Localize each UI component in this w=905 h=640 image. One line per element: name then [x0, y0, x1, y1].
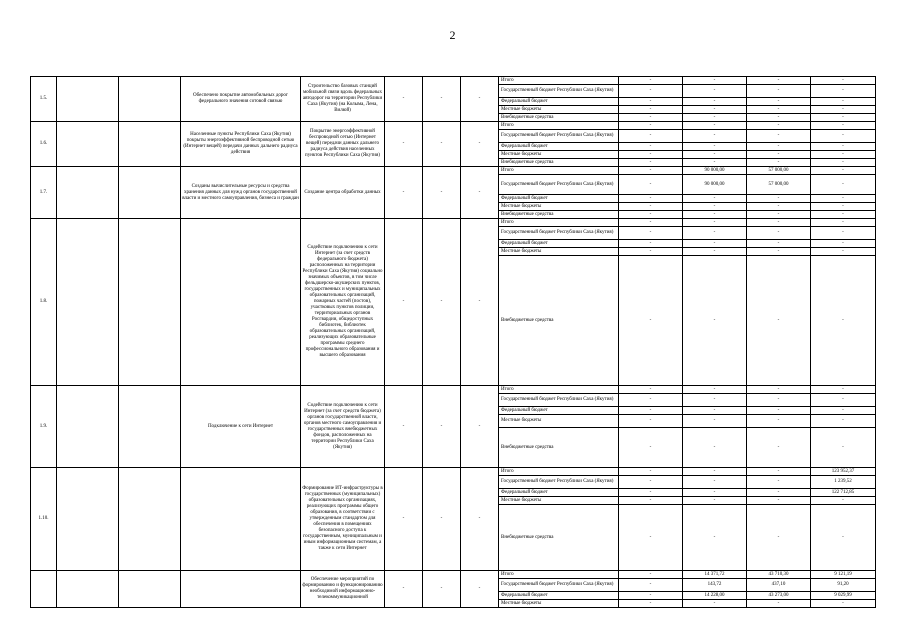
funding-value: -: [683, 195, 747, 203]
funding-value: -: [619, 211, 683, 219]
row-number: 1.10.: [31, 468, 57, 571]
task-text: Подключение к сети Интернет: [181, 386, 301, 468]
funding-value: -: [747, 415, 811, 428]
funding-value: -: [619, 505, 683, 571]
funding-value: -: [683, 476, 747, 489]
funding-value: -: [619, 98, 683, 106]
funding-value: -: [683, 489, 747, 497]
empty-cell: [57, 167, 119, 219]
funding-source: Государственный бюджет Республики Саха (Якутия): [499, 175, 619, 195]
funding-value: -: [619, 151, 683, 159]
table-row: [31, 219, 876, 227]
funding-source: Внебюджетные средства: [499, 256, 619, 386]
value-cell: -: [423, 468, 461, 571]
funding-value: -: [811, 240, 876, 248]
funding-source: Государственный бюджет Республики Саха (Якутия): [499, 85, 619, 98]
value-cell: -: [461, 219, 499, 386]
funding-source: Внебюджетные средства: [499, 428, 619, 468]
funding-value: 43 710,30: [747, 571, 811, 579]
funding-value: -: [747, 256, 811, 386]
value-cell: -: [461, 77, 499, 122]
empty-cell: [57, 77, 119, 122]
funding-value: -: [619, 256, 683, 386]
funding-source: Итого: [499, 571, 619, 579]
funding-value: -: [619, 130, 683, 143]
funding-value: -: [811, 256, 876, 386]
funding-value: -: [811, 394, 876, 407]
funding-value: -: [747, 130, 811, 143]
funding-source: Местные бюджеты: [499, 497, 619, 505]
funding-value: -: [811, 98, 876, 106]
funding-value: -: [811, 122, 876, 130]
row-number: 1.8.: [31, 219, 57, 386]
funding-value: -: [619, 489, 683, 497]
funding-source: Внебюджетные средства: [499, 159, 619, 167]
funding-source: Федеральный бюджет: [499, 98, 619, 106]
funding-value: -: [619, 203, 683, 211]
funding-value: -: [619, 248, 683, 256]
activity-text: Строительство базовых станций мобильной связи вдоль федеральных автодорог на территории Республики Саха (Якутия) (на Колыма, Лена, Вилюй): [301, 77, 385, 122]
funding-value: 91,20: [811, 579, 876, 592]
table-row: [31, 386, 876, 394]
funding-value: -: [683, 106, 747, 114]
funding-value: -: [683, 248, 747, 256]
task-text: [181, 571, 301, 608]
activity-text: Создание центра обработки данных: [301, 167, 385, 219]
funding-source: Федеральный бюджет: [499, 407, 619, 415]
funding-value: -: [683, 98, 747, 106]
funding-value: -: [683, 600, 747, 608]
funding-value: -: [811, 130, 876, 143]
activity-text: Содействие подключению к сети Интернет (за счет средств федерального бюджета) расположенных на территории Республики Саха (Якутия) социально значимых объектов, в том числе фельдшерско-акушерских пунктов, государственных и муниципальных образовательных организаций, пожарных частей (постов), участковых пунктов полиции, территориальных органов Росгвардии, общедоступных библиотек, библиотек образовательных организаций, реализующих образовательные программы среднего профессионального образования и высшего образования: [301, 219, 385, 386]
value-cell: -: [461, 571, 499, 608]
funding-value: -: [747, 386, 811, 394]
funding-value: -: [747, 159, 811, 167]
funding-value: -: [811, 106, 876, 114]
funding-value: -: [619, 386, 683, 394]
funding-source: Итого: [499, 167, 619, 175]
funding-value: 14 371,72: [683, 571, 747, 579]
empty-cell: [57, 386, 119, 468]
table-row: [31, 122, 876, 130]
funding-value: -: [683, 85, 747, 98]
funding-value: -: [619, 85, 683, 98]
funding-source: Государственный бюджет Республики Саха (Якутия): [499, 227, 619, 240]
funding-value: -: [619, 106, 683, 114]
funding-value: -: [747, 248, 811, 256]
funding-value: -: [747, 106, 811, 114]
funding-value: -: [683, 77, 747, 85]
empty-cell: [57, 122, 119, 167]
funding-value: -: [747, 211, 811, 219]
funding-value: -: [619, 175, 683, 195]
funding-value: -: [811, 248, 876, 256]
funding-value: -: [747, 151, 811, 159]
funding-value: -: [683, 130, 747, 143]
empty-cell: [119, 219, 181, 386]
funding-value: -: [747, 219, 811, 227]
funding-value: -: [747, 114, 811, 122]
funding-source: Итого: [499, 386, 619, 394]
empty-cell: [119, 468, 181, 571]
funding-value: -: [747, 505, 811, 571]
value-cell: -: [461, 468, 499, 571]
funding-value: -: [619, 240, 683, 248]
funding-value: 123 952,37: [811, 468, 876, 476]
funding-source: Федеральный бюджет: [499, 489, 619, 497]
funding-value: -: [619, 407, 683, 415]
funding-source: Итого: [499, 219, 619, 227]
empty-cell: [57, 571, 119, 608]
funding-source: Федеральный бюджет: [499, 592, 619, 600]
table-row: [31, 571, 876, 579]
funding-value: -: [747, 476, 811, 489]
funding-value: 43 273,00: [747, 592, 811, 600]
funding-value: -: [619, 114, 683, 122]
funding-value: -: [683, 151, 747, 159]
value-cell: -: [461, 122, 499, 167]
funding-source: Местные бюджеты: [499, 203, 619, 211]
funding-value: -: [619, 428, 683, 468]
funding-source: Местные бюджеты: [499, 415, 619, 428]
funding-source: Государственный бюджет Республики Саха (Якутия): [499, 394, 619, 407]
funding-value: 9 029,99: [811, 592, 876, 600]
funding-value: -: [683, 159, 747, 167]
value-cell: -: [423, 77, 461, 122]
funding-value: -: [683, 428, 747, 468]
value-cell: -: [385, 77, 423, 122]
funding-value: -: [619, 77, 683, 85]
funding-source: Государственный бюджет Республики Саха (Якутия): [499, 476, 619, 489]
row-number: [31, 571, 57, 608]
funding-value: -: [747, 195, 811, 203]
value-cell: -: [461, 386, 499, 468]
table-row: [31, 167, 876, 175]
empty-cell: [119, 167, 181, 219]
funding-value: -: [619, 219, 683, 227]
funding-value: -: [747, 77, 811, 85]
funding-value: -: [619, 195, 683, 203]
funding-value: -: [811, 143, 876, 151]
funding-source: Внебюджетные средства: [499, 114, 619, 122]
value-cell: -: [385, 386, 423, 468]
value-cell: -: [423, 571, 461, 608]
funding-value: -: [811, 227, 876, 240]
funding-value: -: [811, 219, 876, 227]
funding-source: Федеральный бюджет: [499, 240, 619, 248]
empty-cell: [57, 468, 119, 571]
funding-value: -: [683, 468, 747, 476]
funding-value: -: [619, 143, 683, 151]
funding-value: -: [811, 159, 876, 167]
funding-value: -: [747, 489, 811, 497]
funding-source: Местные бюджеты: [499, 151, 619, 159]
funding-value: -: [619, 394, 683, 407]
funding-value: -: [811, 85, 876, 98]
funding-value: -: [619, 159, 683, 167]
funding-value: 14 228,00: [683, 592, 747, 600]
funding-value: -: [683, 211, 747, 219]
value-cell: -: [423, 386, 461, 468]
funding-value: -: [747, 428, 811, 468]
row-number: 1.9.: [31, 386, 57, 468]
funding-source: Внебюджетные средства: [499, 211, 619, 219]
funding-value: -: [619, 476, 683, 489]
funding-value: -: [811, 428, 876, 468]
funding-value: -: [811, 203, 876, 211]
funding-value: 9 121,19: [811, 571, 876, 579]
funding-source: Внебюджетные средства: [499, 505, 619, 571]
table-row: [31, 77, 876, 85]
row-number: 1.6.: [31, 122, 57, 167]
funding-value: 122 712,85: [811, 489, 876, 497]
table-body: [31, 77, 876, 608]
funding-value: -: [811, 407, 876, 415]
activity-text: Покрытие энергоэффективной беспроводной сетью (Интернет вещей) передачи данных дальнего радиуса действия населенных пунктов Республики Саха (Якутия): [301, 122, 385, 167]
value-cell: -: [423, 122, 461, 167]
funding-source: Местные бюджеты: [499, 106, 619, 114]
funding-value: 90 000,00: [683, 175, 747, 195]
funding-source: Государственный бюджет Республики Саха (Якутия): [499, 579, 619, 592]
empty-cell: [57, 219, 119, 386]
activity-text: Формирование ИТ-инфраструктуры в государственных (муниципальных) образовательных организациях, реализующих программы общего образования, в соответствии с утвержденным стандартом для обеспечения в помещениях безопасного доступа к государственным, муниципальным и иным информационным системам, а также к сети Интернет: [301, 468, 385, 571]
funding-value: -: [811, 505, 876, 571]
value-cell: -: [385, 468, 423, 571]
funding-value: -: [619, 600, 683, 608]
funding-value: -: [811, 114, 876, 122]
funding-value: -: [747, 497, 811, 505]
funding-value: -: [683, 122, 747, 130]
funding-source: Итого: [499, 468, 619, 476]
row-number: 1.5.: [31, 77, 57, 122]
funding-value: -: [811, 195, 876, 203]
funding-value: 437,10: [747, 579, 811, 592]
funding-value: 143,72: [683, 579, 747, 592]
value-cell: -: [385, 167, 423, 219]
funding-value: 57 000,00: [747, 167, 811, 175]
funding-value: -: [811, 386, 876, 394]
funding-value: -: [747, 122, 811, 130]
funding-value: -: [619, 571, 683, 579]
funding-value: -: [811, 151, 876, 159]
funding-value: 57 000,00: [747, 175, 811, 195]
task-text: Населенные пункты Республики Саха (Якутия) покрыты энергоэффективной беспроводной сетью (Интернет вещей) передачи данных дальнего радиуса действия: [181, 122, 301, 167]
funding-value: -: [683, 394, 747, 407]
funding-value: -: [619, 227, 683, 240]
funding-value: -: [811, 211, 876, 219]
funding-value: -: [811, 497, 876, 505]
funding-source: Местные бюджеты: [499, 248, 619, 256]
value-cell: -: [461, 167, 499, 219]
task-text: [181, 468, 301, 571]
activity-text: Содействие подключению к сети Интернет (за счет средств бюджета) органов государственной власти, органов местного самоуправления и государственных внебюджетных фондов, расположенных на территории Республики Саха (Якутия): [301, 386, 385, 468]
funding-value: -: [619, 468, 683, 476]
funding-source: Федеральный бюджет: [499, 195, 619, 203]
value-cell: -: [385, 219, 423, 386]
value-cell: -: [385, 571, 423, 608]
funding-value: -: [619, 415, 683, 428]
funding-value: -: [811, 415, 876, 428]
task-text: Созданы вычислительные ресурсы и средства хранения данных для нужд органов государственной власти и местного самоуправления, бизнеса и граждан: [181, 167, 301, 219]
funding-value: -: [747, 468, 811, 476]
funding-value: -: [619, 592, 683, 600]
value-cell: -: [423, 167, 461, 219]
funding-value: -: [683, 227, 747, 240]
funding-value: -: [747, 240, 811, 248]
funding-value: -: [811, 175, 876, 195]
task-text: [181, 219, 301, 386]
funding-value: -: [683, 407, 747, 415]
funding-value: -: [619, 167, 683, 175]
funding-value: -: [683, 240, 747, 248]
value-cell: -: [423, 219, 461, 386]
funding-value: -: [747, 407, 811, 415]
row-number: 1.7.: [31, 167, 57, 219]
funding-value: -: [619, 122, 683, 130]
funding-value: -: [619, 579, 683, 592]
funding-value: -: [683, 203, 747, 211]
funding-value: -: [811, 600, 876, 608]
program-table: [30, 76, 876, 608]
funding-value: -: [683, 219, 747, 227]
funding-value: 90 000,00: [683, 167, 747, 175]
funding-value: -: [683, 386, 747, 394]
empty-cell: [119, 386, 181, 468]
table-row: [31, 468, 876, 476]
funding-value: -: [683, 114, 747, 122]
funding-source: Итого: [499, 122, 619, 130]
funding-value: -: [811, 167, 876, 175]
funding-value: -: [811, 77, 876, 85]
funding-value: -: [619, 497, 683, 505]
funding-value: -: [683, 415, 747, 428]
task-text: Обеспечено покрытие автомобильных дорог федерального значения сотовой связью: [181, 77, 301, 122]
funding-source: Государственный бюджет Республики Саха (Якутия): [499, 130, 619, 143]
funding-value: -: [683, 143, 747, 151]
funding-value: -: [747, 85, 811, 98]
funding-value: -: [747, 227, 811, 240]
funding-source: Местные бюджеты: [499, 600, 619, 608]
funding-value: -: [683, 497, 747, 505]
funding-source: Федеральный бюджет: [499, 143, 619, 151]
funding-value: 1 239,52: [811, 476, 876, 489]
value-cell: -: [385, 122, 423, 167]
funding-value: -: [683, 256, 747, 386]
funding-value: -: [747, 203, 811, 211]
funding-source: Итого: [499, 77, 619, 85]
empty-cell: [119, 122, 181, 167]
page-number: 2: [449, 28, 456, 42]
empty-cell: [119, 77, 181, 122]
funding-value: -: [747, 394, 811, 407]
activity-text: Обеспечение мероприятий по формированию и функционированию необходимой информационно-телекоммуникационной: [301, 571, 385, 608]
funding-value: -: [747, 143, 811, 151]
funding-value: -: [747, 98, 811, 106]
funding-value: -: [683, 505, 747, 571]
funding-value: -: [747, 600, 811, 608]
empty-cell: [119, 571, 181, 608]
